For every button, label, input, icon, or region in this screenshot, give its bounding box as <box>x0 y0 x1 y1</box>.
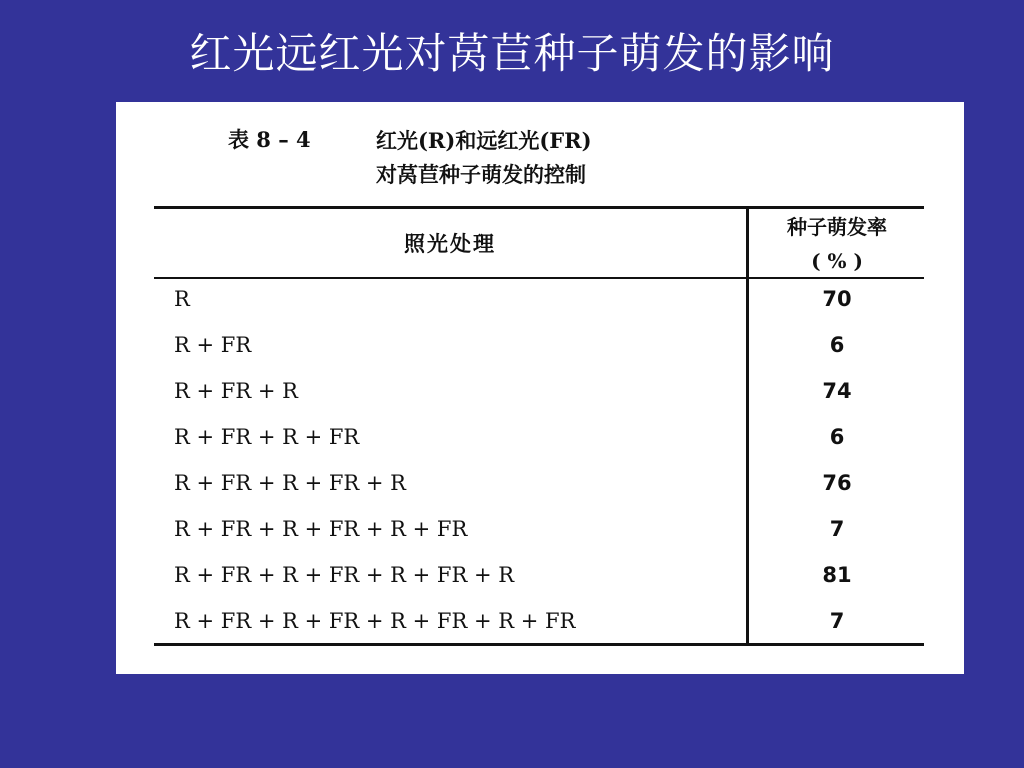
germination-table <box>154 206 924 646</box>
table-caption-line-2: 对莴苣种子萌发的控制 <box>376 162 586 187</box>
slide-title: 红光远红光对莴苣种子萌发的影响 <box>189 29 835 78</box>
treatment-cell: R + FR <box>174 333 252 357</box>
column-header-rate <box>750 210 924 278</box>
scanned-table-image <box>116 102 964 674</box>
treatment-cell: R <box>174 287 190 311</box>
column-header-rate-line-1: 种子萌发率 <box>787 215 887 239</box>
rate-cell: 7 <box>829 609 845 633</box>
table-caption-title <box>376 124 592 192</box>
rate-cell: 6 <box>829 425 845 449</box>
rate-cell: 7 <box>829 517 845 541</box>
treatment-cell: R + FR + R + FR + R + FR + R + FR <box>174 609 576 633</box>
table-row <box>154 509 924 555</box>
rate-cell: 81 <box>822 563 852 587</box>
treatment-cell: R + FR + R <box>174 379 298 403</box>
table-body <box>154 279 924 647</box>
table-row <box>154 325 924 371</box>
treatment-cell: R + FR + R + FR + R + FR <box>174 517 468 541</box>
table-row <box>154 279 924 325</box>
rate-cell: 74 <box>822 379 852 403</box>
table-row <box>154 601 924 647</box>
table-row <box>154 555 924 601</box>
table-row <box>154 463 924 509</box>
table-caption-label: 表 8 – 4 <box>228 127 311 152</box>
treatment-cell: R + FR + R + FR + R <box>174 471 406 495</box>
table-row <box>154 417 924 463</box>
rate-cell: 70 <box>822 287 852 311</box>
column-header-treatment: 照光处理 <box>404 231 496 256</box>
treatment-cell: R + FR + R + FR + R + FR + R <box>174 563 515 587</box>
rate-cell: 76 <box>822 471 852 495</box>
table-row <box>154 371 924 417</box>
treatment-cell: R + FR + R + FR <box>174 425 360 449</box>
column-header-rate-line-2: ( % ) <box>811 249 863 273</box>
table-top-rule <box>154 206 924 209</box>
table-caption-line-1: 红光(R)和远红光(FR) <box>376 128 592 153</box>
rate-cell: 6 <box>829 333 845 357</box>
